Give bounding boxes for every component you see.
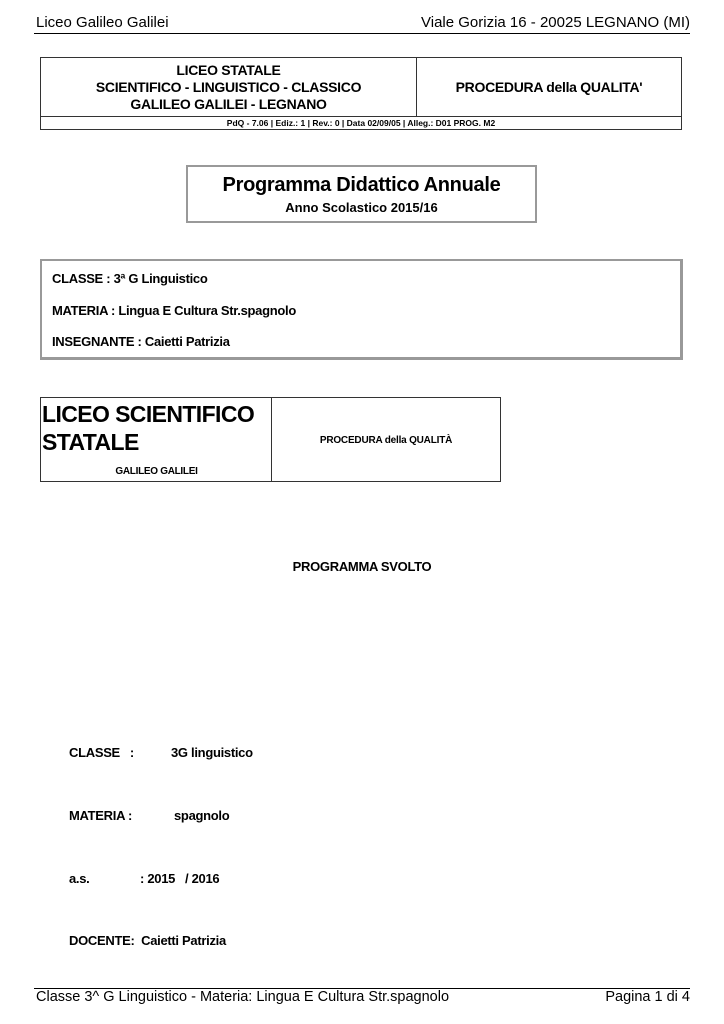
field-classe-value: 3G linguistico (171, 745, 253, 760)
field-classe-label: CLASSE : (69, 745, 134, 760)
school-line-3: GALILEO GALILEI - LEGNANO (130, 95, 327, 112)
header-school: Liceo Galileo Galilei (36, 14, 169, 31)
field-as-value: : 2015 / 2016 (140, 871, 220, 886)
liceo-procedure-cell: PROCEDURA della QUALITÀ (319, 434, 453, 446)
class-info-box (40, 259, 683, 360)
liceo-title-line-2: STATALE (42, 429, 139, 455)
footer-page-number: Pagina 1 di 4 (605, 989, 690, 1005)
school-line-2: SCIENTIFICO - LINGUISTICO - CLASSICO (95, 78, 362, 95)
liceo-name-cell (41, 398, 272, 481)
footer-class-subject: Classe 3^ G Linguistico - Materia: Lingua E Cultura Str.spagnolo (36, 989, 450, 1005)
school-name-cell (41, 58, 417, 116)
liceo-subtitle: GALILEO GALILEI (115, 466, 198, 477)
field-materia-label: MATERIA : (69, 808, 133, 823)
program-title: Programma Didattico Annuale (222, 174, 501, 196)
procedure-cell: PROCEDURA della QUALITA' (455, 79, 643, 95)
liceo-title-line-1: LICEO SCIENTIFICO (42, 401, 255, 427)
info-materia: MATERIA : Lingua E Cultura Str.spagnolo (52, 303, 296, 318)
field-docente-text: DOCENTE: Caietti Patrizia (69, 933, 226, 948)
info-insegnante: INSEGNANTE : Caietti Patrizia (52, 334, 230, 349)
liceo-title (42, 400, 254, 456)
field-as-label: a.s. (69, 871, 90, 886)
program-title-box (186, 165, 537, 223)
school-year: Anno Scolastico 2015/16 (285, 200, 438, 215)
school-line-1: LICEO STATALE (176, 61, 281, 78)
header-divider (34, 33, 690, 34)
field-materia-value: spagnolo (174, 808, 230, 823)
programma-svolto-heading: PROGRAMMA SVOLTO (292, 559, 432, 574)
header-address: Viale Gorizia 16 - 20025 LEGNANO (MI) (421, 14, 690, 31)
info-classe: CLASSE : 3ª G Linguistico (52, 271, 208, 286)
liceo-header-table (40, 397, 501, 482)
document-meta: PdQ - 7.06 | Ediz.: 1 | Rev.: 0 | Data 02/09/05 | Alleg.: D01 PROG. M2 (41, 116, 681, 129)
quality-header-table (40, 57, 682, 130)
